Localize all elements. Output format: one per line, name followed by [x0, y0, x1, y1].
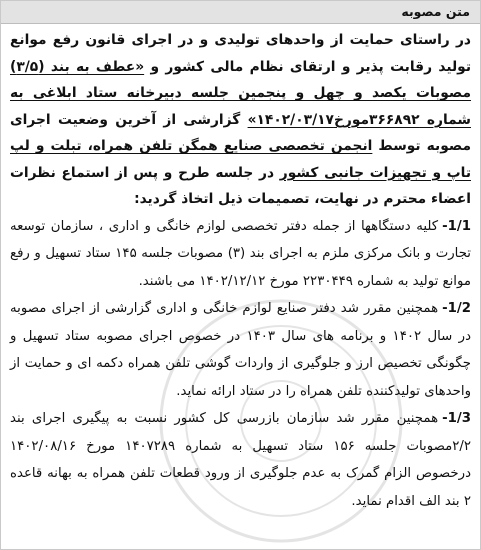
resolution-item — [10, 295, 471, 405]
resolution-number: 1/3- — [442, 411, 471, 426]
document-header — [1, 1, 480, 24]
resolution-text: کلیه دستگاهها از جمله دفتر تخصصی لوازم خانگی و اداری ، سازمان توسعه تجارت و بانک مرکزی ملزم به اجرای بند (۳) مصوبات جلسه ۱۴۵ ستاد تسهیل و رفع موانع تولید به شماره ۲۲۳۰۴۴۹ مورخ ۱۴۰۲/۱۲/۱۲ می باشند. — [10, 218, 471, 289]
resolution-number: 1/2- — [442, 301, 471, 316]
intro-text-3: در جلسه طرح و پس از استماع نظرات اعضاء محترم در نهایت، تصمیمات ذیل اتخاذ گردید: — [10, 164, 471, 207]
header-title: متن مصوبه — [401, 4, 470, 19]
resolution-number: 1/1- — [442, 218, 471, 234]
resolution-item — [10, 213, 471, 296]
intro-text-1: در راستای حمایت از واحدهای تولیدی و در اجرای قانون رفع موانع تولید رقابت پذیر و ارتقای نظام مالی کشور و — [10, 32, 471, 75]
intro-underlined-reference: «عطف به بند (۳/۵) مصوبات یکصد و چهل و پنجمین جلسه دبیرخانه ستاد ابلاغی به شماره ۳۶۶۸۹۲مورخ۱۴۰۲/۰۳/۱۷» — [10, 58, 471, 128]
resolution-item — [10, 405, 471, 515]
document-body — [1, 24, 480, 515]
intro-underlined-association: انجمن تخصصی صنایع همگن تلفن همراه، تبلت و لپ تاپ و تجهیزات جانبی کشور — [10, 138, 471, 181]
resolution-text: همچنین مقرر شد دفتر صنایع لوازم خانگی و اداری گزارشی از اجرای مصوبه در سال ۱۴۰۲ و برنامه های سال ۱۴۰۳ در خصوص اجرای مصوبه ستاد تسهیل و چگونگی تخصیص ارز و جلوگیری از واردات گوشی تلفن همراه دکمه ای و حمایت از واحدهای تولیدکننده تلفن همراه را در ستاد ارائه نماید. — [10, 301, 472, 399]
intro-text-2: گزارشی از آخرین وضعیت اجرای مصوبه توسط — [10, 111, 471, 154]
intro-paragraph — [10, 27, 471, 213]
resolution-text: همچنین مقرر شد سازمان بازرسی کل کشور نسبت به پیگیری اجرای بند ۲/۲مصوبات جلسه ۱۵۶ ستاد تسهیل به شماره ۱۴۰۷۲۸۹ مورخ ۱۴۰۲/۰۸/۱۶ درخصوص الزام گمرک به عدم جلوگیری از ورود قطعات تلفن همراه به بهانه قاعده ۲ بند الف اقدام نماید. — [10, 411, 471, 509]
